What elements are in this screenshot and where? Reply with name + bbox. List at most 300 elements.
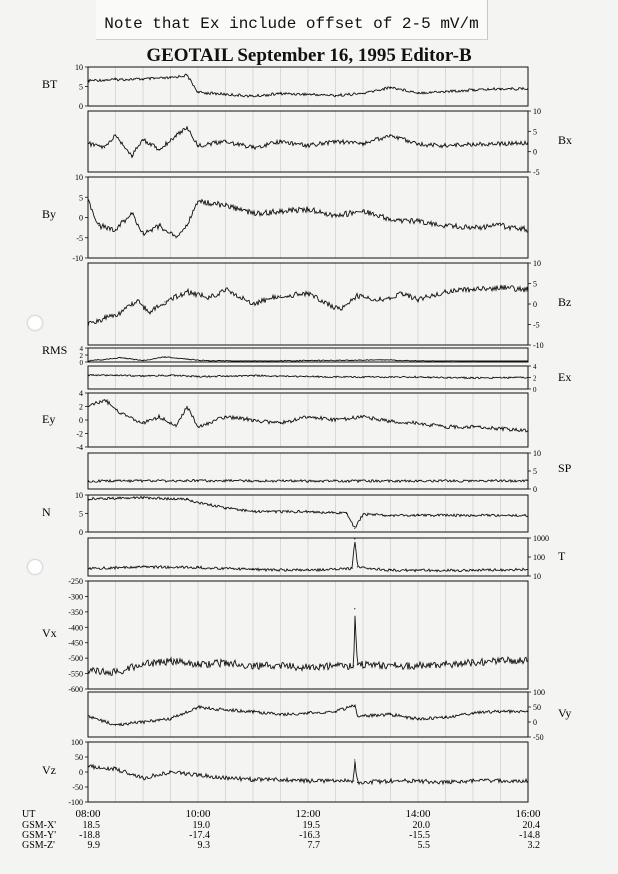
y-tick-label: -2	[76, 429, 83, 439]
y-tick-label: 1000	[533, 534, 549, 543]
data-point	[527, 515, 528, 516]
data-point	[170, 77, 171, 78]
data-point	[445, 225, 446, 226]
orbit-value: -18.8	[79, 830, 100, 841]
orbit-row-label: GSM-Y'	[22, 830, 57, 841]
data-point	[280, 295, 281, 296]
orbit-value: -17.4	[189, 830, 210, 841]
x-axis-label: UT	[22, 809, 36, 820]
data-point	[307, 480, 308, 481]
data-point	[472, 570, 473, 571]
data-point	[362, 514, 363, 515]
data-point	[472, 89, 473, 90]
x-tick-label: 12:00	[295, 808, 321, 820]
data-point	[417, 665, 418, 666]
data-point	[307, 667, 308, 668]
y-tick-label: -100	[68, 798, 83, 807]
data-point	[175, 135, 176, 136]
data-point	[104, 318, 105, 319]
data-point	[197, 502, 198, 503]
data-point	[142, 376, 143, 377]
data-point	[252, 360, 253, 361]
data-point	[390, 515, 391, 516]
data-point	[335, 711, 336, 712]
data-point	[159, 225, 160, 226]
y-tick-label: -5	[533, 320, 540, 330]
data-point	[335, 141, 336, 142]
data-point	[472, 712, 473, 713]
data-point	[208, 297, 209, 298]
orbit-row-label: GSM-Z'	[22, 840, 55, 851]
panel-label-vx: Vx	[42, 626, 57, 640]
panel-label-ex: Ex	[558, 370, 572, 384]
data-point	[472, 780, 473, 781]
y-tick-label: -250	[68, 577, 83, 586]
chart-title: GEOTAIL September 16, 1995 Editor-B	[146, 45, 472, 66]
data-point	[362, 93, 363, 94]
orbit-value: 9.3	[197, 840, 210, 851]
data-point	[307, 712, 308, 713]
data-point	[225, 507, 226, 508]
y-tick-label: 100	[533, 553, 545, 562]
data-point	[354, 705, 355, 706]
panel-label-bz: Bz	[558, 295, 572, 309]
data-point	[401, 293, 402, 294]
y-tick-label: 50	[533, 703, 541, 712]
data-point	[252, 147, 253, 148]
y-tick-label: 0	[533, 300, 537, 309]
y-tick-label: 10	[533, 572, 541, 581]
data-point	[87, 765, 88, 766]
data-point	[500, 780, 501, 781]
y-tick-label: -550	[68, 669, 83, 679]
data-point	[307, 360, 308, 361]
panel-label-vy: Vy	[558, 706, 572, 720]
panel-label-ey: Ey	[42, 412, 56, 426]
data-point	[357, 295, 358, 296]
data-point	[115, 229, 116, 230]
data-point	[417, 718, 418, 719]
y-tick-label: 2	[79, 402, 83, 412]
data-point	[354, 528, 355, 529]
y-tick-label: -600	[68, 685, 83, 694]
data-point	[186, 359, 187, 360]
data-point	[335, 665, 336, 666]
data-point	[417, 221, 418, 222]
data-point	[500, 711, 501, 712]
y-tick-label: 10	[75, 173, 83, 182]
y-tick-label: 0	[79, 768, 83, 777]
data-point	[445, 717, 446, 718]
data-point	[527, 711, 528, 712]
data-point	[142, 139, 143, 140]
data-point	[335, 419, 336, 420]
y-tick-label: -50	[72, 783, 83, 792]
data-point	[87, 324, 88, 325]
data-point	[115, 768, 116, 769]
data-point	[527, 289, 528, 290]
y-tick-label: -400	[68, 623, 83, 633]
y-tick-label: 5	[533, 127, 537, 137]
data-point	[527, 480, 528, 481]
data-point	[87, 568, 88, 569]
data-point	[164, 301, 165, 302]
data-point	[335, 95, 336, 96]
y-tick-label: -300	[68, 592, 83, 602]
data-point	[142, 566, 143, 567]
data-point	[527, 229, 528, 230]
data-point	[142, 664, 143, 665]
data-point	[354, 759, 355, 760]
data-point	[307, 511, 308, 512]
data-point	[120, 357, 121, 358]
data-point	[351, 360, 352, 361]
data-point	[346, 513, 347, 514]
panel-label-bx: Bx	[558, 133, 573, 147]
orbit-value: 20.4	[522, 820, 540, 831]
data-point	[445, 91, 446, 92]
data-point	[252, 213, 253, 214]
data-point	[142, 423, 143, 424]
panel-label-sp: SP	[558, 461, 572, 475]
data-point	[353, 780, 354, 781]
y-tick-label: 5	[533, 467, 537, 476]
data-point	[307, 293, 308, 294]
data-point	[500, 225, 501, 226]
orbit-value: -14.8	[519, 830, 540, 841]
data-point	[175, 237, 176, 238]
y-tick-label: 5	[79, 509, 83, 519]
data-point	[104, 147, 105, 148]
y-tick-label: -4	[76, 443, 83, 452]
y-tick-label: -10	[72, 254, 83, 263]
data-point	[307, 376, 308, 377]
data-point	[417, 360, 418, 361]
orbit-value: -16.3	[299, 830, 320, 841]
data-point	[115, 375, 116, 376]
panel-label-vz: Vz	[42, 763, 56, 777]
data-point	[87, 143, 88, 144]
y-tick-label: 0	[533, 485, 537, 494]
data-point	[197, 567, 198, 568]
data-point	[197, 376, 198, 377]
orbit-value: 3.2	[527, 840, 540, 851]
x-tick-label: 14:00	[405, 808, 431, 820]
y-tick-label: 10	[533, 107, 541, 116]
y-tick-label: -500	[68, 654, 83, 664]
data-point	[417, 92, 418, 93]
data-point	[307, 416, 308, 417]
data-point	[354, 608, 355, 609]
y-tick-label: 100	[71, 738, 83, 747]
data-point	[120, 413, 121, 414]
data-point	[186, 499, 187, 500]
data-point	[137, 299, 138, 300]
orbit-value: 7.7	[307, 840, 320, 851]
data-point	[527, 430, 528, 431]
data-point	[390, 780, 391, 781]
data-point	[362, 211, 363, 212]
y-tick-label: 0	[533, 718, 537, 727]
data-point	[280, 211, 281, 212]
data-point	[87, 80, 88, 81]
data-point	[445, 145, 446, 146]
data-point	[170, 375, 171, 376]
data-point	[170, 661, 171, 662]
data-point	[225, 777, 226, 778]
data-point	[307, 209, 308, 210]
data-point	[142, 777, 143, 778]
data-point	[197, 201, 198, 202]
data-point	[417, 144, 418, 145]
data-point	[131, 155, 132, 156]
y-tick-label: 0	[533, 147, 537, 157]
y-tick-label: 50	[75, 753, 83, 762]
data-point	[252, 665, 253, 666]
data-point	[357, 664, 358, 665]
data-point	[500, 428, 501, 429]
x-tick-label: 10:00	[185, 808, 211, 820]
data-point	[120, 312, 121, 313]
data-point	[159, 416, 160, 417]
orbit-value: 5.5	[417, 840, 430, 851]
data-point	[307, 570, 308, 571]
y-tick-label: 10	[75, 63, 83, 72]
data-point	[252, 375, 253, 376]
data-point	[472, 361, 473, 362]
y-tick-label: 4	[79, 389, 83, 398]
data-point	[148, 312, 149, 313]
data-point	[390, 135, 391, 136]
data-point	[142, 360, 143, 361]
data-point	[280, 93, 281, 94]
data-point	[280, 423, 281, 424]
data-point	[340, 310, 341, 311]
x-tick-label: 16:00	[515, 808, 541, 820]
data-point	[472, 289, 473, 290]
data-point	[115, 724, 116, 725]
orbit-value: 9.9	[87, 840, 100, 851]
data-point	[197, 774, 198, 775]
data-point	[197, 426, 198, 427]
data-point	[197, 664, 198, 665]
data-point	[384, 359, 385, 360]
data-point	[87, 360, 88, 361]
data-point	[87, 406, 88, 407]
data-point	[142, 497, 143, 498]
y-tick-label: -350	[68, 607, 83, 617]
data-point	[87, 670, 88, 671]
y-tick-label: 0	[79, 213, 83, 223]
data-point	[417, 376, 418, 377]
data-point	[186, 406, 187, 407]
y-tick-label: -5	[533, 168, 540, 177]
orbit-value: -15.5	[409, 830, 430, 841]
data-point	[142, 233, 143, 234]
data-point	[500, 287, 501, 288]
data-point	[527, 361, 528, 362]
data-point	[417, 515, 418, 516]
data-point	[197, 145, 198, 146]
panel-label-t: T	[558, 549, 566, 563]
data-point	[357, 566, 358, 567]
orbit-value: 19.5	[302, 820, 320, 831]
y-tick-label: 10	[533, 259, 541, 268]
data-point	[131, 213, 132, 214]
panel-label-rms: RMS	[42, 343, 68, 357]
data-point	[353, 665, 354, 666]
orbit-value: 19.0	[192, 820, 210, 831]
data-point	[500, 143, 501, 144]
data-point	[197, 480, 198, 481]
data-point	[527, 377, 528, 378]
y-tick-label: 10	[533, 449, 541, 458]
data-point	[324, 301, 325, 302]
data-point	[252, 711, 253, 712]
data-point	[186, 225, 187, 226]
y-tick-label: 100	[533, 688, 545, 697]
data-point	[115, 79, 116, 80]
data-point	[252, 96, 253, 97]
data-point	[87, 375, 88, 376]
data-point	[87, 201, 88, 202]
data-point	[175, 426, 176, 427]
y-tick-label: 2	[533, 374, 537, 383]
y-tick-label: 0	[79, 359, 83, 367]
data-point	[115, 671, 116, 672]
data-point	[500, 88, 501, 89]
data-point	[527, 143, 528, 144]
data-point	[472, 377, 473, 378]
data-point	[379, 299, 380, 300]
data-point	[252, 779, 253, 780]
orbit-value: 20.0	[412, 820, 430, 831]
data-point	[208, 360, 209, 361]
data-point	[252, 511, 253, 512]
data-point	[98, 225, 99, 226]
data-point	[197, 706, 198, 707]
y-tick-label: -5	[76, 233, 83, 243]
data-point	[225, 94, 226, 95]
data-point	[472, 662, 473, 663]
data-point	[390, 87, 391, 88]
y-tick-label: -10	[533, 341, 544, 350]
data-point	[390, 421, 391, 422]
y-tick-label: 0	[79, 528, 83, 537]
data-point	[417, 780, 418, 781]
y-tick-label: 10	[75, 491, 83, 500]
data-point	[390, 714, 391, 715]
data-point	[335, 780, 336, 781]
orbit-row-label: GSM-X'	[22, 820, 57, 831]
data-point	[280, 141, 281, 142]
data-point	[170, 771, 171, 772]
data-point	[472, 227, 473, 228]
data-point	[225, 709, 226, 710]
data-point	[362, 376, 363, 377]
data-point	[225, 662, 226, 663]
orbit-value: 18.5	[82, 820, 100, 831]
data-point	[527, 569, 528, 570]
data-point	[225, 289, 226, 290]
y-tick-label: 0	[533, 386, 537, 394]
y-tick-label: 4	[533, 363, 537, 371]
data-point	[104, 399, 105, 400]
data-point	[307, 780, 308, 781]
data-point	[472, 515, 473, 516]
data-point	[225, 141, 226, 142]
data-point	[186, 75, 187, 76]
data-point	[197, 92, 198, 93]
y-tick-label: 5	[79, 82, 83, 92]
panel-label-n: N	[42, 505, 51, 519]
data-point	[170, 718, 171, 719]
data-point	[390, 570, 391, 571]
data-point	[307, 145, 308, 146]
data-point	[357, 715, 358, 716]
data-point	[417, 570, 418, 571]
data-point	[500, 661, 501, 662]
data-point	[417, 299, 418, 300]
data-point	[252, 569, 253, 570]
data-point	[252, 419, 253, 420]
data-point	[159, 149, 160, 150]
data-point	[252, 303, 253, 304]
data-point	[445, 291, 446, 292]
y-tick-label: 5	[533, 279, 537, 289]
data-point	[472, 144, 473, 145]
y-tick-label: 0	[79, 416, 83, 425]
panel-label-bt: BT	[42, 77, 58, 91]
data-point	[417, 480, 418, 481]
data-point	[87, 480, 88, 481]
data-point	[362, 416, 363, 417]
y-tick-label: 5	[79, 193, 83, 203]
data-point	[445, 664, 446, 665]
data-point	[280, 779, 281, 780]
data-point	[335, 215, 336, 216]
y-tick-label: 2	[79, 352, 83, 360]
offset-note: Note that Ex include offset of 2-5 mV/m	[96, 0, 488, 40]
data-point	[87, 715, 88, 716]
y-tick-label: 4	[79, 345, 83, 353]
data-point	[527, 780, 528, 781]
data-point	[280, 714, 281, 715]
data-point	[115, 135, 116, 136]
data-point	[354, 538, 355, 539]
y-tick-label: -450	[68, 638, 83, 648]
data-point	[357, 782, 358, 783]
panel-label-by: By	[42, 207, 57, 221]
data-point	[527, 659, 528, 660]
data-point	[390, 665, 391, 666]
data-point	[390, 219, 391, 220]
data-point	[417, 423, 418, 424]
data-point	[280, 665, 281, 666]
data-point	[87, 498, 88, 499]
data-point	[225, 205, 226, 206]
data-point	[445, 426, 446, 427]
y-tick-label: 0	[79, 102, 83, 111]
x-tick-label: 08:00	[75, 808, 101, 820]
data-point	[142, 78, 143, 79]
data-point	[186, 127, 187, 128]
data-point	[351, 568, 352, 569]
data-point	[472, 426, 473, 427]
data-point	[362, 143, 363, 144]
data-point	[225, 416, 226, 417]
y-tick-label: -50	[533, 733, 544, 742]
